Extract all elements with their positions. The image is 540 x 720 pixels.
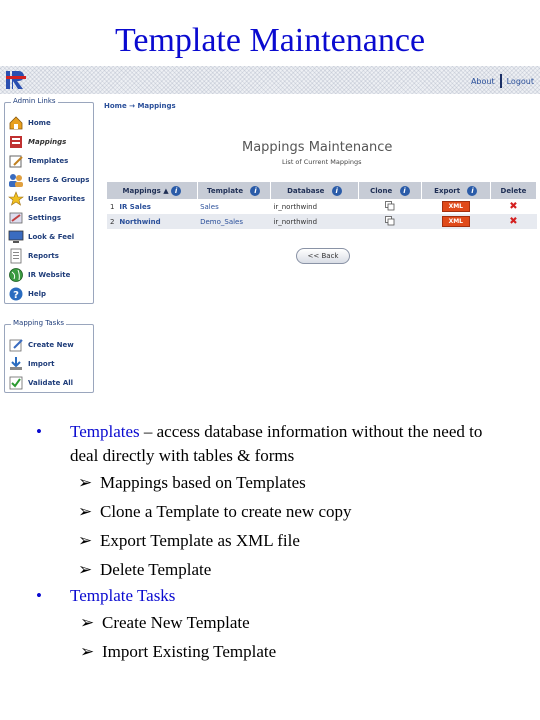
sidebar-item-label: Mappings [28, 137, 67, 146]
bullet-dot: • [36, 422, 42, 441]
settings-icon [8, 210, 24, 226]
ir-logo-icon[interactable] [4, 68, 28, 92]
sidebar-item-label: Help [28, 289, 47, 298]
sub-bullet: ➢ Clone a Template to create new copy [36, 497, 506, 526]
sidebar-item-label: IR Website [28, 270, 71, 279]
col-mappings[interactable]: Mappings ▲ i [107, 182, 197, 199]
clone-icon[interactable] [385, 216, 395, 226]
sidebar-item-reports[interactable] [5, 246, 93, 265]
info-icon[interactable]: i [250, 186, 260, 196]
col-template[interactable]: Template i [197, 182, 270, 199]
delete-cell[interactable] [490, 214, 536, 229]
sidebar-item-label: Look & Feel [28, 232, 75, 241]
about-link[interactable]: About [470, 77, 495, 86]
arrow-bullet-icon: ➢ [80, 613, 95, 632]
sub-bullet: ➢ Create New Template [36, 608, 506, 637]
app-header [0, 66, 540, 94]
app-screenshot [0, 66, 540, 394]
sidebar-item-import[interactable] [5, 354, 93, 373]
sidebar-item-users-groups[interactable] [5, 170, 93, 189]
sort-up-icon[interactable]: ▲ [163, 186, 169, 195]
sidebar-item-user-favorites[interactable] [5, 189, 93, 208]
sidebar-item-label: Home [28, 118, 51, 127]
col-clone[interactable]: Clone i [358, 182, 421, 199]
clone-icon[interactable] [385, 201, 395, 211]
export-xml-button[interactable]: XML [442, 216, 470, 227]
sidebar-item-settings[interactable] [5, 208, 93, 227]
sidebar-item-create-new[interactable] [5, 335, 93, 354]
bullet-list [36, 420, 506, 666]
validate-icon [8, 375, 24, 391]
sidebar-item-label: Create New [28, 340, 74, 349]
admin-links-group [4, 97, 94, 304]
globe-icon [8, 267, 24, 283]
bullet-template-tasks [36, 584, 506, 608]
sidebar-item-label: Import [28, 359, 55, 368]
mappings-icon [8, 134, 24, 150]
bullet-dot: • [36, 586, 42, 605]
monitor-icon [8, 229, 24, 245]
mapping-cell[interactable]: 2 Northwind [107, 214, 197, 229]
admin-links-title: Admin Links [13, 97, 56, 105]
clone-cell[interactable] [358, 199, 421, 214]
export-cell[interactable] [421, 199, 490, 214]
logout-link[interactable]: Logout [506, 77, 534, 86]
sidebar-item-label: Users & Groups [28, 175, 90, 184]
mappings-table [107, 182, 537, 229]
bullet-term: Template Tasks [70, 586, 176, 605]
sidebar-item-mappings[interactable] [5, 132, 93, 151]
sidebar-item-templates[interactable] [5, 151, 93, 170]
table-row [107, 199, 537, 214]
star-icon [8, 191, 24, 207]
col-database[interactable]: Database i [270, 182, 358, 199]
slide-title: Template Maintenance [114, 22, 426, 59]
col-delete[interactable]: Delete [490, 182, 536, 199]
database-cell: ir_northwind [273, 202, 318, 211]
sidebar-item-label: Validate All [28, 378, 74, 387]
sidebar-item-look-feel[interactable] [5, 227, 93, 246]
arrow-bullet-icon: ➢ [80, 642, 95, 661]
page-subtitle: List of Current Mappings [282, 158, 362, 166]
info-icon[interactable]: i [332, 186, 342, 196]
export-xml-button[interactable]: XML [442, 201, 470, 212]
sub-bullet: ➢ Delete Template [36, 555, 506, 584]
header-links [471, 74, 534, 88]
info-icon[interactable]: i [400, 186, 410, 196]
back-button[interactable]: << Back [296, 248, 350, 264]
col-export[interactable]: Export i [421, 182, 490, 199]
bullet-templates [36, 420, 506, 468]
delete-icon[interactable]: ✖ [509, 216, 518, 227]
reports-icon [8, 248, 24, 264]
bullet-text: – access database information without the need to deal directly with tables & forms [70, 422, 483, 465]
sub-bullet: ➢ Mappings based on Templates [36, 468, 506, 497]
mapping-tasks-title: Mapping Tasks [13, 319, 65, 327]
sidebar-item-ir-website[interactable] [5, 265, 93, 284]
bullet-term: Templates [70, 422, 140, 441]
export-cell[interactable] [421, 214, 490, 229]
sidebar-item-label: Settings [28, 213, 62, 222]
info-icon[interactable]: i [467, 186, 477, 196]
home-icon [8, 115, 24, 131]
users-icon [8, 172, 24, 188]
sidebar-item-label: Templates [28, 156, 69, 165]
info-icon[interactable]: i [171, 186, 181, 196]
delete-cell[interactable] [490, 199, 536, 214]
arrow-bullet-icon: ➢ [78, 560, 93, 579]
import-icon [8, 356, 24, 372]
mapping-cell[interactable]: 1 IR Sales [110, 202, 151, 211]
help-icon [8, 286, 24, 302]
main-content [104, 102, 536, 260]
arrow-bullet-icon: ➢ [78, 502, 93, 521]
sidebar-item-home[interactable] [5, 113, 93, 132]
clone-cell[interactable] [358, 214, 421, 229]
header-separator [500, 74, 502, 88]
create-icon [8, 337, 24, 353]
database-cell: ir_northwind [270, 214, 358, 229]
page-title: Mappings Maintenance [242, 140, 393, 155]
sidebar [4, 97, 94, 393]
template-cell[interactable]: Demo_Sales [197, 214, 270, 229]
table-header-row [107, 182, 537, 199]
arrow-bullet-icon: ➢ [78, 531, 93, 550]
sidebar-item-help[interactable] [5, 284, 93, 303]
delete-icon[interactable]: ✖ [509, 201, 518, 212]
sidebar-item-label: Reports [28, 251, 59, 260]
sidebar-item-validate-all[interactable] [5, 373, 93, 392]
mapping-tasks-group [4, 319, 94, 393]
svg-text:?: ? [13, 289, 19, 301]
arrow-bullet-icon: ➢ [78, 473, 93, 492]
template-cell[interactable]: Sales [200, 202, 219, 211]
breadcrumb: Home → Mappings [104, 102, 176, 110]
sidebar-item-label: User Favorites [28, 194, 86, 203]
table-row [107, 214, 537, 229]
sub-bullet: ➢ Import Existing Template [36, 637, 506, 666]
templates-icon [8, 153, 24, 169]
sub-bullet: ➢ Export Template as XML file [36, 526, 506, 555]
